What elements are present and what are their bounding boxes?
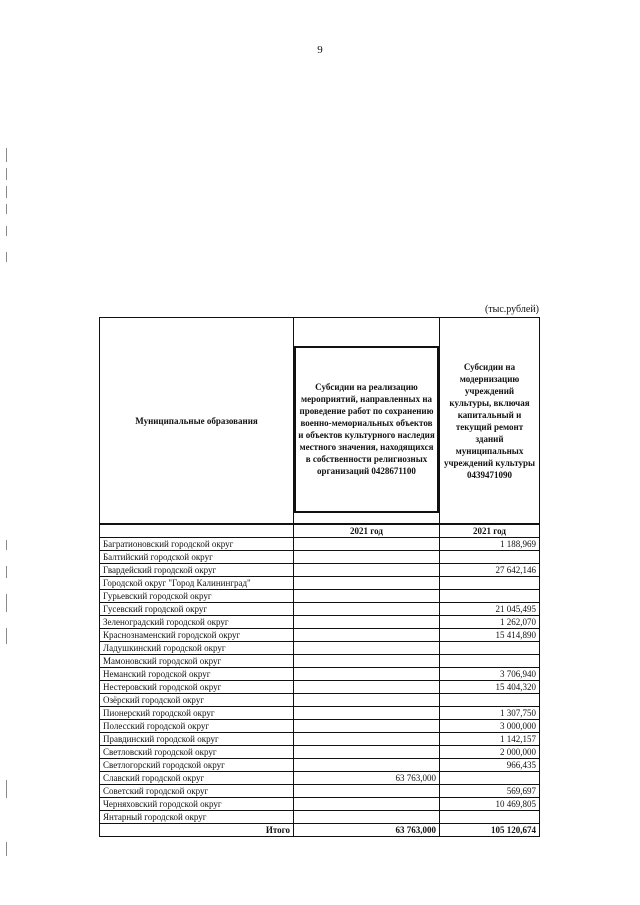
- row-value-heritage: [294, 759, 440, 772]
- table-row: [100, 746, 540, 759]
- row-value-heritage: [294, 720, 440, 733]
- row-value-culture: 1 307,750: [440, 707, 540, 720]
- row-value-culture: [440, 772, 540, 785]
- row-name: Неманский городской округ: [100, 668, 294, 681]
- row-value-culture: [440, 694, 540, 707]
- row-value-heritage: [294, 707, 440, 720]
- row-value-heritage: [294, 629, 440, 642]
- row-name: Янтарный городской округ: [100, 811, 294, 824]
- margin-mark: [6, 540, 7, 550]
- row-value-culture: 2 000,000: [440, 746, 540, 759]
- row-name: Городской округ "Город Калининград": [100, 577, 294, 590]
- table-row: [100, 798, 540, 811]
- margin-mark: [6, 148, 7, 162]
- row-value-heritage: [294, 694, 440, 707]
- total-row: [100, 824, 540, 837]
- table-row: [100, 772, 540, 785]
- row-name: Озёрский городской округ: [100, 694, 294, 707]
- margin-mark: [6, 186, 7, 198]
- row-value-heritage: [294, 798, 440, 811]
- row-name: Пионерский городской округ: [100, 707, 294, 720]
- unit-note: (тыс.рублей): [484, 304, 539, 315]
- total-value-heritage: 63 763,000: [294, 824, 440, 837]
- margin-mark: [6, 168, 7, 180]
- row-value-culture: [440, 551, 540, 564]
- table-row: [100, 720, 540, 733]
- row-value-heritage: [294, 590, 440, 603]
- row-value-culture: [440, 590, 540, 603]
- row-value-culture: 966,435: [440, 759, 540, 772]
- table-row: [100, 707, 540, 720]
- row-value-culture: 3 000,000: [440, 720, 540, 733]
- row-value-heritage: [294, 811, 440, 824]
- row-value-heritage: [294, 564, 440, 577]
- row-value-culture: 10 469,805: [440, 798, 540, 811]
- table-row: [100, 603, 540, 616]
- row-name: Нестеровский городской округ: [100, 681, 294, 694]
- margin-mark: [6, 204, 7, 214]
- table-row: [100, 590, 540, 603]
- table-row: [100, 681, 540, 694]
- header-subsidy-culture: Субсидии на модернизацию учреждений культуры, включая капитальный и текущий ремонт зданий муниципальных учреждений культуры 0439471090: [440, 318, 540, 525]
- margin-mark: [6, 842, 7, 856]
- table-row: [100, 694, 540, 707]
- table-row: [100, 577, 540, 590]
- table-row: [100, 811, 540, 824]
- header-subsidy-heritage-text: Субсидии на реализацию мероприятий, направленных на проведение работ по сохранению военно-мемориальных объектов и объектов культурного наследия местного значения, находящихся в собственности религиозных организаций 0428671100: [294, 346, 439, 513]
- margin-mark: [6, 628, 7, 644]
- row-name: Гвардейский городской округ: [100, 564, 294, 577]
- row-value-heritage: [294, 538, 440, 551]
- row-value-culture: 21 045,495: [440, 603, 540, 616]
- row-name: Гурьевский городской округ: [100, 590, 294, 603]
- table-row: [100, 538, 540, 551]
- row-value-culture: 1 262,070: [440, 616, 540, 629]
- row-name: Светлогорский городской округ: [100, 759, 294, 772]
- table-row: [100, 655, 540, 668]
- table-row: [100, 759, 540, 772]
- row-name: Черняховский городской округ: [100, 798, 294, 811]
- year-blank: [100, 524, 294, 538]
- row-value-culture: [440, 577, 540, 590]
- row-value-heritage: [294, 551, 440, 564]
- subsidy-table: [99, 317, 540, 837]
- row-value-heritage: [294, 668, 440, 681]
- year-col2: 2021 год: [294, 524, 440, 538]
- margin-mark: [6, 594, 7, 612]
- total-value-culture: 105 120,674: [440, 824, 540, 837]
- table-row: [100, 616, 540, 629]
- row-name: Краснознаменский городской округ: [100, 629, 294, 642]
- margin-mark: [6, 252, 7, 262]
- table-body: [100, 538, 540, 837]
- table-row: [100, 564, 540, 577]
- row-name: Балтийский городской округ: [100, 551, 294, 564]
- row-name: Зеленоградский городской округ: [100, 616, 294, 629]
- row-name: Советский городской округ: [100, 785, 294, 798]
- row-value-culture: 15 404,320: [440, 681, 540, 694]
- row-name: Ладушкинский городской округ: [100, 642, 294, 655]
- row-value-heritage: [294, 655, 440, 668]
- row-value-culture: 1 188,969: [440, 538, 540, 551]
- margin-mark: [6, 226, 7, 236]
- row-value-heritage: 63 763,000: [294, 772, 440, 785]
- row-value-culture: [440, 642, 540, 655]
- table-row: [100, 642, 540, 655]
- year-col3: 2021 год: [440, 524, 540, 538]
- row-value-culture: 569,697: [440, 785, 540, 798]
- row-value-heritage: [294, 681, 440, 694]
- table-row: [100, 668, 540, 681]
- row-name: Славский городской округ: [100, 772, 294, 785]
- row-value-culture: 27 642,146: [440, 564, 540, 577]
- table-row: [100, 785, 540, 798]
- row-value-culture: 15 414,890: [440, 629, 540, 642]
- header-subsidy-heritage: [294, 318, 440, 525]
- row-value-heritage: [294, 785, 440, 798]
- margin-mark: [6, 566, 7, 578]
- page-number: 9: [317, 44, 323, 56]
- header-municipality: Муниципальные образования: [100, 318, 294, 525]
- total-label: Итого: [100, 824, 294, 837]
- row-name: Полесский городской округ: [100, 720, 294, 733]
- row-name: Гусевский городской округ: [100, 603, 294, 616]
- row-name: Светловский городской округ: [100, 746, 294, 759]
- row-value-heritage: [294, 746, 440, 759]
- margin-mark: [6, 780, 7, 798]
- row-value-heritage: [294, 616, 440, 629]
- row-value-heritage: [294, 603, 440, 616]
- row-value-culture: [440, 811, 540, 824]
- row-value-heritage: [294, 642, 440, 655]
- row-value-culture: [440, 655, 540, 668]
- table-row: [100, 551, 540, 564]
- row-value-heritage: [294, 733, 440, 746]
- table-row: [100, 733, 540, 746]
- row-name: Мамоновский городской округ: [100, 655, 294, 668]
- row-name: Правдинский городской округ: [100, 733, 294, 746]
- table-row: [100, 629, 540, 642]
- row-value-culture: 3 706,940: [440, 668, 540, 681]
- row-value-heritage: [294, 577, 440, 590]
- row-name: Багратионовский городской округ: [100, 538, 294, 551]
- row-value-culture: 1 142,157: [440, 733, 540, 746]
